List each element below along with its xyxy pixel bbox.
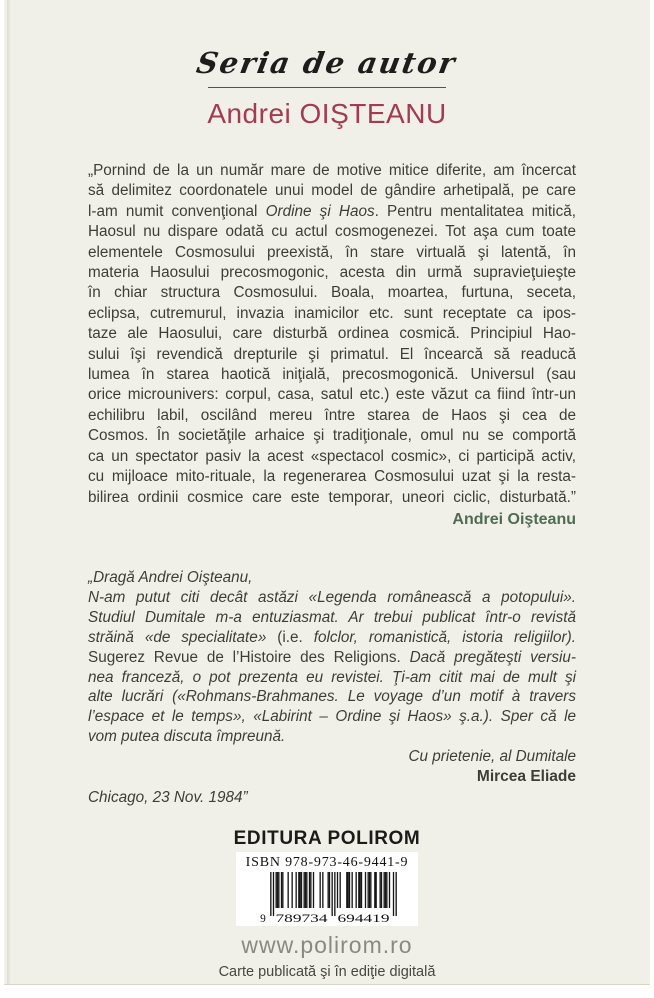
publisher-name: EDITURA POLIROM (233, 828, 421, 849)
author-quote-block: „Pornind de la un număr mare de motive mitice diferite, am încercat să delimitez coordonatele unui model de gândire arhetipală, pe care l-am numit convenţional Ordine şi Haos. Pentru mentalitatea mitică, Haosul nu dispare odată cu actul cosmogenezei. Tot aşa cum toate elementele Cosmosului preexistă, în stare virtuală şi latentă, în materia Haosului precosmogonic, acesta din urmă supravieţuieşte în chiar structura Cosmosului. Boala, moartea, furtuna, seceta, eclipsa, cutremurul, invazia inamicilor etc. sunt receptate ca ipos- taze ale Haosului, care disturbă ordinea cosmică. Principiul Hao- sului îşi revendică drepturile şi primatul. El încearcă să readucă lumea în starea haotică iniţială, precosmogonică. Universul (sau orice microunivers: corpul, casa, satul etc.) este văzut ca fiind într-un echilibru labil, oscilând mereu între starea de Haos şi cea de Cosmos. În societăţile arhaice şi tradiţionale, omul nu se comportă ca un spectator pasiv la acest «spectacol cosmic», ci participă activ, cu mijloace mito-rituale, la regenerarea Cosmosului uzat şi la resta- bilirea ordinii cosmice care este temporar, uneori ciclic, disturbată.” (88, 162, 576, 506)
ean13-barcode (258, 872, 397, 924)
publisher-website: www.polirom.ro (241, 932, 413, 958)
cover-header (4, 46, 650, 131)
svg-text:9: 9 (259, 913, 266, 924)
isbn-barcode-box (236, 852, 419, 926)
svg-text:694419: 694419 (337, 913, 390, 924)
digital-edition-note: Carte publicată şi în ediţie digitală (218, 964, 436, 980)
letter-signer: Mircea Eliade (476, 768, 576, 786)
letter-closing: Cu prietenie, al Dumitale (408, 748, 576, 766)
eliade-letter-block (88, 568, 576, 808)
quote-signature: Andrei Oişteanu (452, 511, 576, 528)
isbn-label: ISBN 978-973-46-9441-9 (245, 855, 409, 870)
series-script-text: Seria de autor (194, 46, 460, 80)
svg-text:789734: 789734 (275, 913, 328, 924)
letter-lines: „Dragă Andrei Oişteanu, N-am putut citi decât astăzi «Legenda românească a potopului». Studiul Dumitale m-a entuziasmat. Ar trebui publicat într-o revistă străină «de specialitate» (i.e. folclor, romanistică, istoria religiilor). Sugerez Revue de l’Histoire des Religions. Dacă pregăteşti versiu- nea franceză, o pot prezenta eu revistei. Ţi-am citit mai de mult şi alte lucrări («Rohmans-Brahmanes. Le voyage d’un motif à travers l’espace et le temps», «Labirint – Ordine şi Haos» ş.a.). Sper că le vom putea discuta împreună. (88, 569, 576, 746)
letter-dateline: Chicago, 23 Nov. 1984” (88, 788, 248, 806)
book-back-cover (4, 0, 650, 985)
divider-line (208, 87, 446, 88)
publisher-block (4, 828, 650, 980)
author-title: Andrei OIŞTEANU (207, 98, 447, 129)
